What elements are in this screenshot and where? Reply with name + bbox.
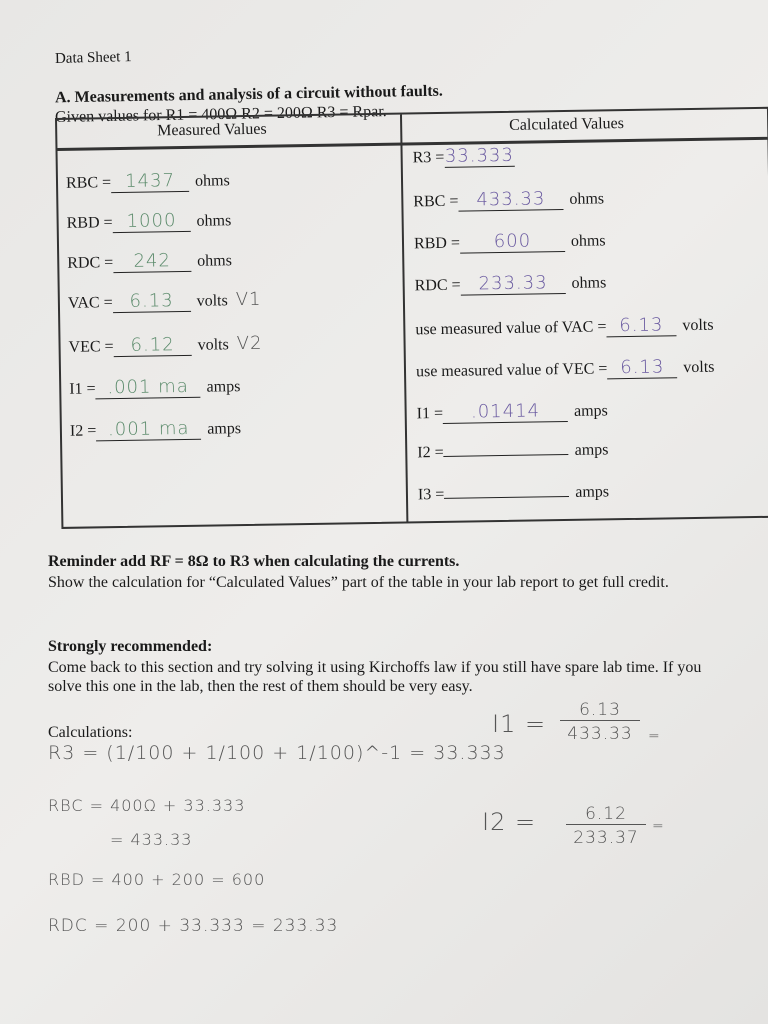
value-field[interactable]: 33.333: [444, 144, 514, 167]
row-label: I2 =: [417, 443, 444, 462]
row-label: RBC =: [413, 192, 459, 211]
value-field[interactable]: 433.33: [458, 188, 563, 212]
row-label: I3 =: [417, 485, 445, 504]
table-row: [416, 356, 715, 383]
unit-label: ohms: [197, 252, 232, 270]
unit-label: amps: [207, 420, 242, 438]
values-table: [55, 107, 768, 529]
calc-rbd: RBD = 400 + 200 = 600: [48, 870, 266, 889]
i1-numerator: 6.13: [560, 700, 640, 721]
voltage-note: V2: [236, 332, 263, 355]
value-field[interactable]: 1000: [112, 210, 190, 233]
value-field[interactable]: 6.13: [606, 314, 676, 337]
table-row: [68, 333, 262, 358]
i2-equals: =: [652, 818, 665, 834]
i2-numerator: 6.12: [566, 804, 646, 825]
value-field[interactable]: .001 ma: [96, 418, 201, 442]
value-field[interactable]: .01414: [443, 400, 568, 424]
unit-label: volts: [196, 292, 228, 310]
value-field[interactable]: [444, 496, 569, 499]
row-label: use measured value of VAC =: [415, 318, 607, 339]
calculated-header: Calculated Values: [509, 115, 625, 134]
table-row: [68, 289, 262, 314]
unit-label: ohms: [569, 190, 605, 208]
value-field[interactable]: .001 ma: [95, 376, 200, 400]
table-row: [66, 169, 238, 194]
i1-label: I1 =: [492, 710, 547, 738]
unit-label: volts: [683, 358, 715, 377]
unit-label: volts: [682, 316, 714, 335]
value-field[interactable]: 6.12: [113, 334, 191, 357]
row-label: RBD =: [413, 234, 461, 253]
unit-label: amps: [206, 378, 241, 396]
unit-label: ohms: [571, 274, 607, 292]
unit-label: ohms: [196, 212, 232, 230]
value-field[interactable]: 600: [460, 230, 565, 254]
row-label: I1 =: [416, 404, 444, 423]
table-row: [66, 209, 239, 234]
value-field[interactable]: [444, 454, 569, 457]
section-title: A. Measurements and analysis of a circuit without faults.: [54, 82, 443, 107]
table-row: [70, 417, 249, 442]
i2-denominator: 233.37: [573, 828, 639, 848]
table-row: [414, 229, 606, 254]
given-values: Given values for R1 = 400Ω R2 = 200Ω R3 = Rpar.: [54, 103, 387, 126]
table-row: [67, 249, 240, 274]
value-field[interactable]: 6.13: [112, 290, 190, 313]
row-label: I1 =: [69, 380, 96, 398]
instruction: Show the calculation for “Calculated Values” part of the table in your lab report to get full credit.: [48, 574, 669, 591]
calc-rbc-result: = 433.33: [110, 830, 193, 849]
table-row: [415, 314, 713, 341]
table-row: [418, 483, 609, 504]
value-field[interactable]: 242: [113, 250, 191, 273]
value-field[interactable]: 6.13: [607, 356, 677, 379]
measured-header: Measured Values: [157, 120, 267, 140]
table-row: [417, 399, 608, 424]
table-row: [417, 441, 608, 462]
table-row: [69, 375, 248, 400]
calc-label: Calculations:: [48, 724, 133, 741]
unit-label: amps: [574, 441, 609, 459]
row-label: RDC =: [414, 276, 461, 295]
table-row: [415, 271, 607, 296]
i1-denominator: 433.33: [567, 724, 633, 744]
row-label: RDC =: [67, 254, 114, 272]
row-label: I2 =: [69, 422, 97, 440]
i2-label: I2 =: [482, 808, 537, 836]
i1-equals: =: [648, 728, 661, 744]
row-label: VAC =: [67, 294, 113, 312]
recommend-title: Strongly recommended:: [48, 638, 213, 655]
table-row: [413, 187, 604, 212]
unit-label: ohms: [570, 232, 606, 250]
sheet-title: Data Sheet 1: [54, 48, 132, 68]
row-label: R3 =: [412, 148, 445, 167]
calc-r3: R3 = (1/100 + 1/100 + 1/100)^-1 = 33.333: [48, 742, 506, 764]
value-field[interactable]: 1437: [111, 170, 189, 193]
unit-label: amps: [573, 402, 608, 420]
row-label: use measured value of VEC =: [415, 360, 608, 381]
voltage-note: V1: [235, 288, 262, 311]
column-divider: [400, 115, 408, 522]
recommend-text: Come back to this section and try solving it using Kirchoffs law if you still have spare lab time. If you solve this one in the lab, then the rest of them should be very easy.: [48, 659, 702, 695]
unit-label: amps: [575, 483, 610, 501]
reminder: Reminder add RF = 8Ω to R3 when calculating the currents.: [48, 553, 460, 570]
row-label: RBC =: [65, 174, 112, 192]
calc-rdc: RDC = 200 + 33.333 = 233.33: [48, 916, 339, 936]
row-label: RBD =: [66, 214, 113, 232]
row-label: VEC =: [68, 338, 114, 356]
unit-label: ohms: [194, 172, 230, 190]
calc-rbc: RBC = 400Ω + 33.333: [48, 796, 246, 815]
unit-label: volts: [197, 336, 229, 354]
table-row: [412, 145, 520, 169]
value-field[interactable]: 233.33: [460, 272, 565, 296]
